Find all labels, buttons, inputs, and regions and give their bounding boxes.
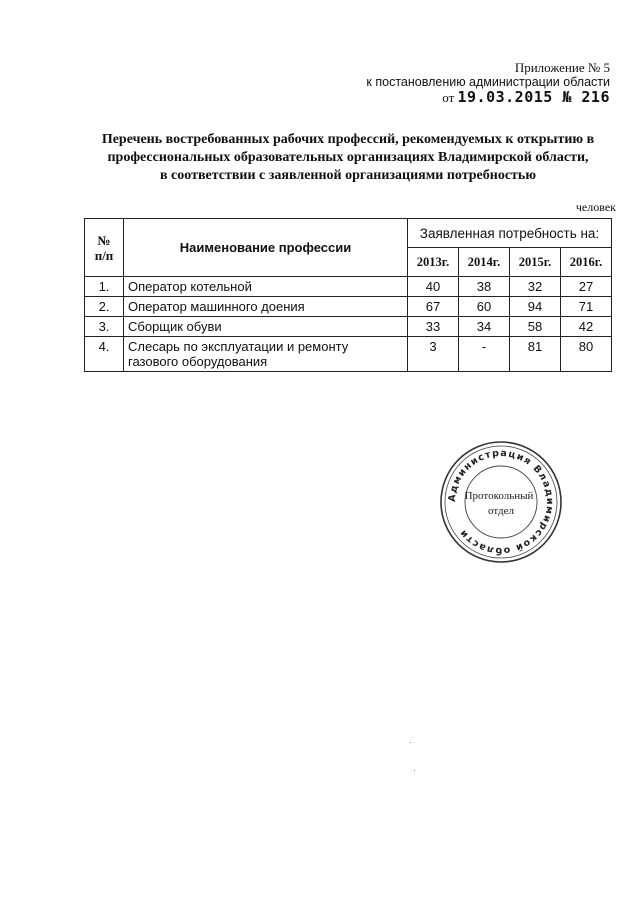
demand-value: 3 <box>408 337 459 372</box>
row-number: 4. <box>85 337 124 372</box>
scan-speck <box>410 742 411 743</box>
date-number: 19.03.2015 № 216 <box>457 88 610 106</box>
appendix-number: Приложение № 5 <box>514 60 610 75</box>
decree-date <box>366 90 610 105</box>
demand-value: 40 <box>408 277 459 297</box>
scan-speck <box>414 770 415 771</box>
demand-value: 60 <box>459 297 510 317</box>
seal-ring-text: Администрация Владимирской области <box>446 447 556 557</box>
demand-value: - <box>459 337 510 372</box>
column-header-year: 2013г. <box>408 248 459 277</box>
seal-center-line-2: отдел <box>488 505 514 517</box>
demand-value: 42 <box>561 317 612 337</box>
official-seal <box>437 438 565 566</box>
title-line-3: в соответствии с заявленной организациями потребностью <box>159 168 537 183</box>
document-title <box>78 131 618 185</box>
row-number: 3. <box>85 317 124 337</box>
demand-value: 80 <box>561 337 612 372</box>
title-line-1: Перечень востребованных рабочих профессий, рекомендуемых к открытию в <box>101 132 595 147</box>
profession-name-line-1: Слесарь по эксплуатации и ремонту <box>128 339 349 354</box>
profession-name: Оператор котельной <box>124 277 408 297</box>
profession-name: Оператор машинного доения <box>124 297 408 317</box>
demand-value: 34 <box>459 317 510 337</box>
unit-label: человек <box>575 200 616 214</box>
column-header-year: 2016г. <box>561 248 612 277</box>
column-header-profession: Наименование профессии <box>124 219 408 277</box>
professions-table <box>84 218 612 372</box>
table-header-row <box>85 219 612 248</box>
column-header-demand: Заявленная потребность на: <box>408 219 612 248</box>
demand-value: 38 <box>459 277 510 297</box>
demand-value: 71 <box>561 297 612 317</box>
demand-value: 32 <box>510 277 561 297</box>
column-header-year: 2014г. <box>459 248 510 277</box>
demand-value: 33 <box>408 317 459 337</box>
demand-value: 94 <box>510 297 561 317</box>
demand-value: 81 <box>510 337 561 372</box>
row-number: 2. <box>85 297 124 317</box>
demand-value: 58 <box>510 317 561 337</box>
column-header-year: 2015г. <box>510 248 561 277</box>
table-row <box>85 297 612 317</box>
column-header-number-sign: № <box>97 232 111 248</box>
table-row <box>85 277 612 297</box>
profession-name: Сборщик обуви <box>124 317 408 337</box>
profession-name <box>124 337 408 372</box>
table-row <box>85 317 612 337</box>
row-number: 1. <box>85 277 124 297</box>
profession-name-line-2: газового оборудования <box>128 354 268 369</box>
seal-icon <box>437 438 565 566</box>
svg-text:Администрация Владимирской обл <box>447 448 555 556</box>
title-line-2: профессиональных образовательных организациях Владимирской области, <box>107 150 589 165</box>
table-row <box>85 337 612 372</box>
demand-value: 27 <box>561 277 612 297</box>
column-header-number <box>85 219 124 277</box>
decree-reference: к постановлению администрации области <box>366 75 610 89</box>
date-prefix: от <box>442 90 455 105</box>
seal-center-line-1: Протокольный <box>464 490 534 502</box>
appendix-header <box>366 60 610 105</box>
demand-value: 67 <box>408 297 459 317</box>
column-header-number-sub: п/п <box>94 247 114 263</box>
